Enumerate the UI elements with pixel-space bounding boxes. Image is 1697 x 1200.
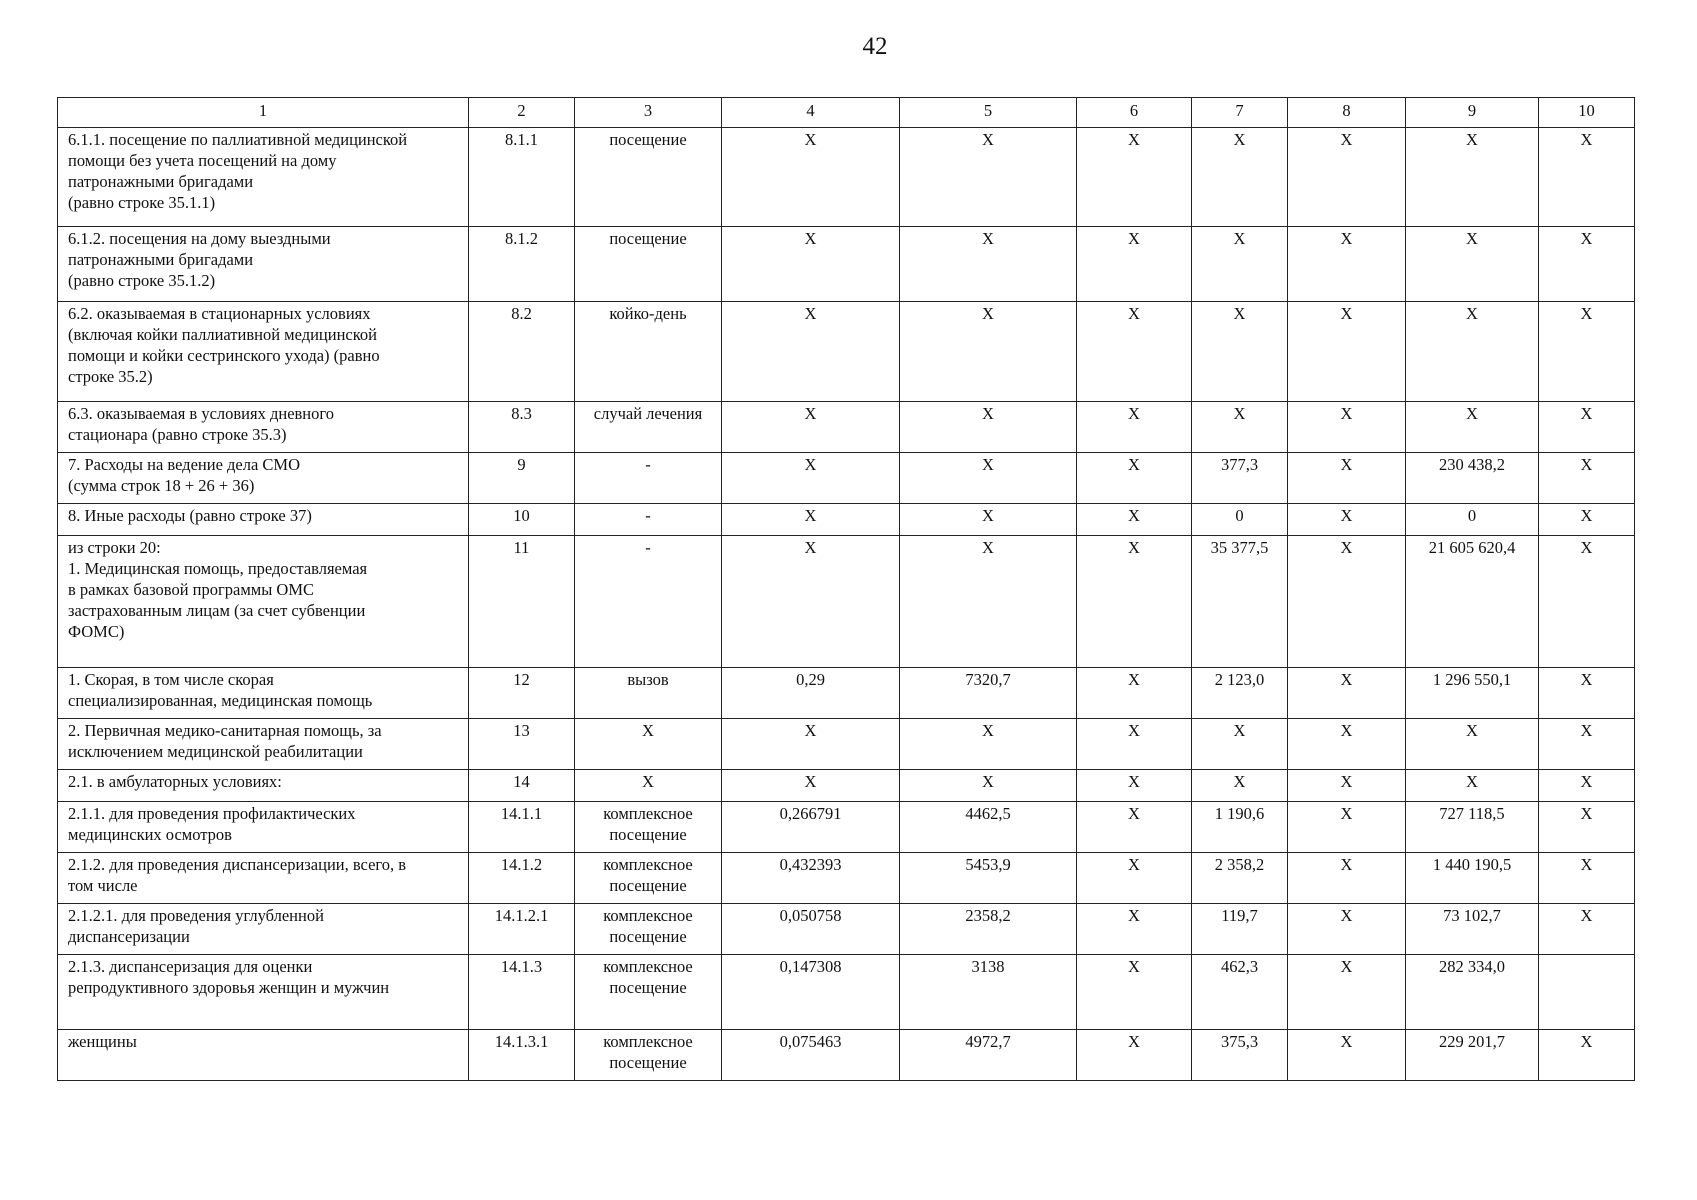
value-cell: X (900, 302, 1077, 402)
value-cell: 377,3 (1192, 453, 1288, 504)
value-cell: X (1539, 853, 1635, 904)
value-cell: X (722, 770, 900, 802)
value-cell: 2 358,2 (1192, 853, 1288, 904)
value-cell: X (1192, 302, 1288, 402)
value-cell: X (1288, 302, 1406, 402)
unit-cell: комплексное посещение (575, 955, 722, 1030)
value-cell: 2358,2 (900, 904, 1077, 955)
line-code-cell: 8.1.1 (469, 128, 575, 227)
table-row (58, 719, 1635, 770)
unit-cell: койко-день (575, 302, 722, 402)
column-number-cell: 10 (1539, 98, 1635, 128)
value-cell: X (1288, 128, 1406, 227)
value-cell: 3138 (900, 955, 1077, 1030)
table-row (58, 536, 1635, 668)
value-cell: X (1288, 719, 1406, 770)
table-row (58, 802, 1635, 853)
value-cell: X (1406, 719, 1539, 770)
table-row (58, 453, 1635, 504)
value-cell: X (1288, 904, 1406, 955)
line-code-cell: 10 (469, 504, 575, 536)
value-cell: X (722, 402, 900, 453)
value-cell: X (1077, 402, 1192, 453)
value-cell: X (1539, 536, 1635, 668)
unit-cell: X (575, 719, 722, 770)
value-cell: 1 440 190,5 (1406, 853, 1539, 904)
value-cell: X (1192, 227, 1288, 302)
value-cell: X (1406, 227, 1539, 302)
line-code-cell: 14.1.1 (469, 802, 575, 853)
value-cell (1539, 955, 1635, 1030)
value-cell: X (1406, 302, 1539, 402)
row-label-cell: 2.1. в амбулаторных условиях: (58, 770, 469, 802)
value-cell: X (1539, 128, 1635, 227)
line-code-cell: 8.2 (469, 302, 575, 402)
value-cell: X (1077, 802, 1192, 853)
row-label-cell: 8. Иные расходы (равно строке 37) (58, 504, 469, 536)
value-cell: X (1539, 719, 1635, 770)
value-cell: X (722, 719, 900, 770)
table-row (58, 853, 1635, 904)
value-cell: X (1539, 904, 1635, 955)
value-cell: X (1077, 719, 1192, 770)
value-cell: X (1406, 128, 1539, 227)
column-number-cell: 3 (575, 98, 722, 128)
value-cell: 0,050758 (722, 904, 900, 955)
page-number: 42 (862, 33, 888, 60)
unit-cell: - (575, 504, 722, 536)
value-cell: 4462,5 (900, 802, 1077, 853)
value-cell: X (1077, 904, 1192, 955)
unit-cell: - (575, 453, 722, 504)
line-code-cell: 11 (469, 536, 575, 668)
value-cell: X (1288, 668, 1406, 719)
value-cell: X (1539, 504, 1635, 536)
value-cell: X (722, 504, 900, 536)
value-cell: X (1539, 770, 1635, 802)
value-cell: 0 (1406, 504, 1539, 536)
value-cell: X (1288, 227, 1406, 302)
row-label-cell: 6.1.1. посещение по паллиативной медицинской помощи без учета посещений на дому патронажными бригадами (равно строке 35.1.1) (58, 128, 469, 227)
unit-cell: посещение (575, 128, 722, 227)
line-code-cell: 14.1.3 (469, 955, 575, 1030)
value-cell: 21 605 620,4 (1406, 536, 1539, 668)
value-cell: X (1288, 1030, 1406, 1081)
table-row (58, 504, 1635, 536)
row-label-cell: 6.2. оказываемая в стационарных условиях (включая койки паллиативной медицинской помощи и койки сестринского ухода) (равно строке 35.2) (58, 302, 469, 402)
value-cell: X (1288, 402, 1406, 453)
column-number-cell: 4 (722, 98, 900, 128)
value-cell: X (900, 402, 1077, 453)
value-cell: 7320,7 (900, 668, 1077, 719)
value-cell: X (1406, 402, 1539, 453)
value-cell: X (900, 719, 1077, 770)
value-cell: 5453,9 (900, 853, 1077, 904)
value-cell: X (1539, 453, 1635, 504)
value-cell: 119,7 (1192, 904, 1288, 955)
table-row (58, 227, 1635, 302)
row-label-cell: 1. Скорая, в том числе скорая специализированная, медицинская помощь (58, 668, 469, 719)
table-row (58, 770, 1635, 802)
row-label-cell: 6.3. оказываемая в условиях дневного стационара (равно строке 35.3) (58, 402, 469, 453)
value-cell: X (1192, 402, 1288, 453)
value-cell: X (900, 128, 1077, 227)
column-number-cell: 1 (58, 98, 469, 128)
value-cell: X (1077, 453, 1192, 504)
value-cell: X (1077, 853, 1192, 904)
value-cell: X (1406, 770, 1539, 802)
unit-cell: вызов (575, 668, 722, 719)
line-code-cell: 14 (469, 770, 575, 802)
value-cell: 1 190,6 (1192, 802, 1288, 853)
value-cell: X (900, 227, 1077, 302)
line-code-cell: 14.1.2 (469, 853, 575, 904)
line-code-cell: 12 (469, 668, 575, 719)
value-cell: X (722, 302, 900, 402)
line-code-cell: 9 (469, 453, 575, 504)
value-cell: 282 334,0 (1406, 955, 1539, 1030)
table-row (58, 904, 1635, 955)
value-cell: 1 296 550,1 (1406, 668, 1539, 719)
row-label-cell: 2.1.2. для проведения диспансеризации, всего, в том числе (58, 853, 469, 904)
value-cell: X (1288, 536, 1406, 668)
value-cell: X (1539, 802, 1635, 853)
value-cell: X (1192, 770, 1288, 802)
value-cell: 0,432393 (722, 853, 900, 904)
value-cell: 375,3 (1192, 1030, 1288, 1081)
line-code-cell: 14.1.2.1 (469, 904, 575, 955)
value-cell: X (900, 453, 1077, 504)
value-cell: X (1288, 955, 1406, 1030)
value-cell: 0,147308 (722, 955, 900, 1030)
table-row (58, 668, 1635, 719)
data-table (57, 97, 1635, 1081)
row-label-cell: женщины (58, 1030, 469, 1081)
row-label-cell: 2. Первичная медико-санитарная помощь, за исключением медицинской реабилитации (58, 719, 469, 770)
value-cell: 229 201,7 (1406, 1030, 1539, 1081)
value-cell: 0,266791 (722, 802, 900, 853)
value-cell: X (1539, 402, 1635, 453)
value-cell: X (1077, 770, 1192, 802)
value-cell: X (1288, 770, 1406, 802)
line-code-cell: 8.3 (469, 402, 575, 453)
column-number-cell: 2 (469, 98, 575, 128)
value-cell: X (722, 227, 900, 302)
unit-cell: комплексное посещение (575, 1030, 722, 1081)
unit-cell: посещение (575, 227, 722, 302)
value-cell: X (1288, 504, 1406, 536)
value-cell: 0,075463 (722, 1030, 900, 1081)
line-code-cell: 14.1.3.1 (469, 1030, 575, 1081)
value-cell: X (1192, 719, 1288, 770)
value-cell: 35 377,5 (1192, 536, 1288, 668)
unit-cell: - (575, 536, 722, 668)
unit-cell: комплексное посещение (575, 853, 722, 904)
value-cell: X (1288, 802, 1406, 853)
unit-cell: X (575, 770, 722, 802)
column-number-cell: 9 (1406, 98, 1539, 128)
value-cell: X (1192, 128, 1288, 227)
header-row (58, 98, 1635, 128)
line-code-cell: 8.1.2 (469, 227, 575, 302)
value-cell: X (1077, 227, 1192, 302)
value-cell: X (900, 536, 1077, 668)
value-cell: 4972,7 (900, 1030, 1077, 1081)
column-number-cell: 7 (1192, 98, 1288, 128)
value-cell: X (900, 770, 1077, 802)
row-label-cell: из строки 20: 1. Медицинская помощь, предоставляемая в рамках базовой программы ОМС застрахованным лицам (за счет субвенции ФОМС) (58, 536, 469, 668)
row-label-cell: 2.1.1. для проведения профилактических медицинских осмотров (58, 802, 469, 853)
value-cell: X (1288, 453, 1406, 504)
table-row (58, 128, 1635, 227)
column-number-cell: 5 (900, 98, 1077, 128)
row-label-cell: 2.1.3. диспансеризация для оценки репродуктивного здоровья женщин и мужчин (58, 955, 469, 1030)
value-cell: X (1539, 302, 1635, 402)
table-row (58, 302, 1635, 402)
column-number-cell: 8 (1288, 98, 1406, 128)
value-cell: 0 (1192, 504, 1288, 536)
value-cell: X (722, 128, 900, 227)
value-cell: X (1288, 853, 1406, 904)
value-cell: X (1077, 955, 1192, 1030)
value-cell: X (722, 453, 900, 504)
value-cell: X (1077, 536, 1192, 668)
value-cell: 727 118,5 (1406, 802, 1539, 853)
table-row (58, 402, 1635, 453)
value-cell: 230 438,2 (1406, 453, 1539, 504)
row-label-cell: 2.1.2.1. для проведения углубленной диспансеризации (58, 904, 469, 955)
value-cell: X (1077, 128, 1192, 227)
value-cell: X (1539, 1030, 1635, 1081)
value-cell: X (722, 536, 900, 668)
value-cell: X (1077, 302, 1192, 402)
unit-cell: комплексное посещение (575, 904, 722, 955)
unit-cell: комплексное посещение (575, 802, 722, 853)
value-cell: X (1077, 504, 1192, 536)
value-cell: X (1539, 668, 1635, 719)
value-cell: 73 102,7 (1406, 904, 1539, 955)
row-label-cell: 6.1.2. посещения на дому выездными патронажными бригадами (равно строке 35.1.2) (58, 227, 469, 302)
table-row (58, 955, 1635, 1030)
value-cell: X (1539, 227, 1635, 302)
row-label-cell: 7. Расходы на ведение дела СМО (сумма строк 18 + 26 + 36) (58, 453, 469, 504)
value-cell: 0,29 (722, 668, 900, 719)
table-row (58, 1030, 1635, 1081)
value-cell: 462,3 (1192, 955, 1288, 1030)
column-number-cell: 6 (1077, 98, 1192, 128)
unit-cell: случай лечения (575, 402, 722, 453)
value-cell: X (900, 504, 1077, 536)
value-cell: X (1077, 668, 1192, 719)
value-cell: X (1077, 1030, 1192, 1081)
value-cell: 2 123,0 (1192, 668, 1288, 719)
line-code-cell: 13 (469, 719, 575, 770)
